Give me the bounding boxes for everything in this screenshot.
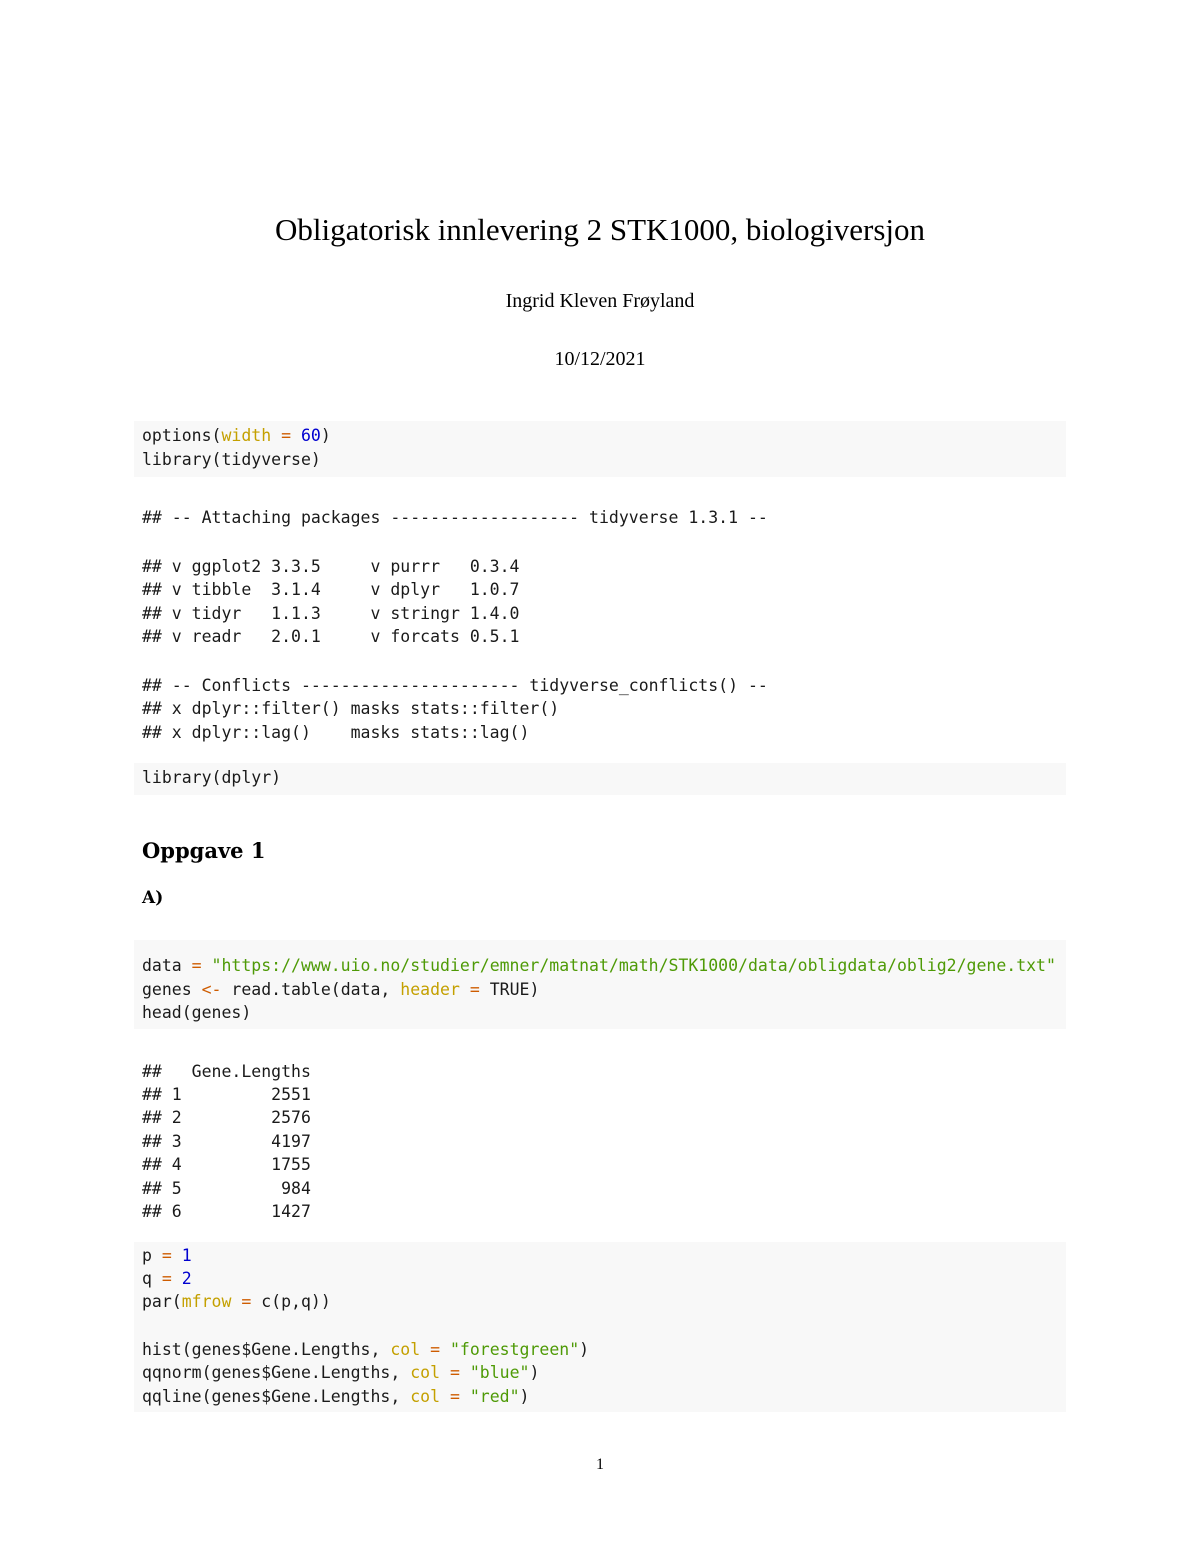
output-line: ## v tibble 3.1.4 v dplyr 1.0.7: [142, 580, 520, 599]
code-line: hist(genes$Gene.Lengths, col = "forestgreen"): [142, 1340, 590, 1359]
code-line: options(width = 60): [142, 426, 331, 445]
output-line: ## 2 2576: [142, 1108, 311, 1127]
page-number: 1: [596, 1456, 604, 1473]
document-date: 10/12/2021: [554, 348, 646, 370]
code-line: par(mfrow = c(p,q)): [142, 1292, 331, 1311]
output-line: ## v ggplot2 3.3.5 v purrr 0.3.4: [142, 557, 520, 576]
code-line: data = "https://www.uio.no/studier/emner/matnat/math/STK1000/data/obligdata/oblig2/gene.txt": [142, 956, 1056, 975]
code-line: genes <- read.table(data, header = TRUE): [142, 980, 540, 999]
output-line: ## v tidyr 1.1.3 v stringr 1.4.0: [142, 604, 520, 623]
output-line: ## -- Conflicts ---------------------- tidyverse_conflicts() --: [142, 676, 768, 695]
section-heading: Oppgave 1: [142, 838, 266, 863]
output-line: ## 6 1427: [142, 1202, 311, 1221]
document-title: Obligatorisk innlevering 2 STK1000, biologiversjon: [274, 212, 926, 247]
subsection-heading: A): [142, 888, 164, 908]
code-line: p = 1: [142, 1246, 192, 1265]
output-line: ## v readr 2.0.1 v forcats 0.5.1: [142, 627, 520, 646]
document-author: Ingrid Kleven Frøyland: [505, 290, 695, 312]
code-line: head(genes): [142, 1003, 252, 1022]
code-line: library(dplyr): [142, 768, 282, 787]
output-line: ## 1 2551: [142, 1085, 311, 1104]
output-line: ## -- Attaching packages ------------------- tidyverse 1.3.1 --: [142, 508, 768, 527]
code-line: q = 2: [142, 1269, 192, 1288]
code-line: library(tidyverse): [142, 450, 321, 469]
output-line: ## x dplyr::lag() masks stats::lag(): [142, 723, 530, 742]
output-line: ## 4 1755: [142, 1155, 311, 1174]
output-line: ## Gene.Lengths: [142, 1062, 311, 1081]
output-line: ## 3 4197: [142, 1132, 311, 1151]
output-line: ## 5 984: [142, 1179, 311, 1198]
output-line: ## x dplyr::filter() masks stats::filter(): [142, 699, 560, 718]
code-line: qqnorm(genes$Gene.Lengths, col = "blue"): [142, 1363, 540, 1382]
code-line: qqline(genes$Gene.Lengths, col = "red"): [142, 1387, 530, 1406]
